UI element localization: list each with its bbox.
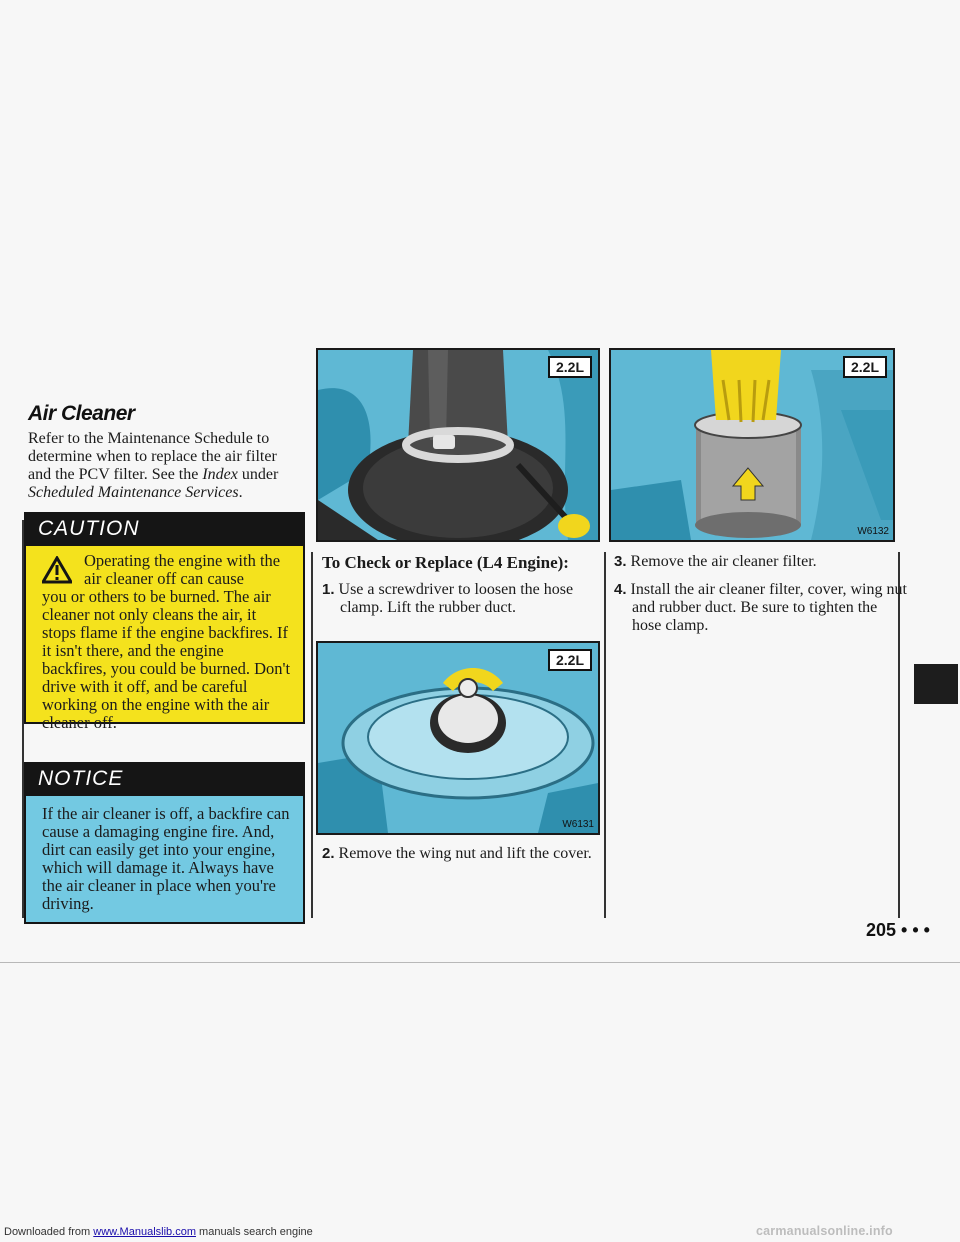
procedure-heading: To Check or Replace (L4 Engine): <box>322 553 569 572</box>
notice-header: NOTICE <box>24 762 305 796</box>
watermark-text: carmanualsonline.info <box>756 1224 893 1238</box>
notice-box <box>24 762 305 924</box>
wing-nut-illustration <box>316 641 600 835</box>
hose-clamp-illustration <box>316 348 600 542</box>
section-tab-marker <box>914 664 958 704</box>
warning-triangle-icon <box>42 556 72 584</box>
step-2: 2. Remove the wing nut and lift the cover. <box>322 845 592 862</box>
caution-body <box>24 546 305 732</box>
notice-body: If the air cleaner is off, a backfire can cause a damaging engine fire. And, dirt can easily get into your engine, which will damage it. Always have the air cleaner in place when you're driving. <box>24 796 305 924</box>
engine-badge: 2.2L <box>548 356 592 378</box>
engine-badge: 2.2L <box>548 649 592 671</box>
column-divider-1 <box>311 552 313 918</box>
caution-box <box>24 512 305 732</box>
caution-text: Operating the engine with the air cleaner off can cause you or others to be burned. The air cleaner not only cleans the air, it stops flame if the engine backfires. If it isn't there, and the engine backfires, you could be burned. Don't drive with it off, and be careful working on the engine with the air cleaner off. <box>42 551 291 732</box>
manualslib-link[interactable]: www.Manualslib.com <box>93 1226 196 1238</box>
filter-removal-illustration <box>609 348 895 542</box>
engine-badge: 2.2L <box>843 356 887 378</box>
section-title: Air Cleaner <box>28 402 135 425</box>
step-3: 3. Remove the air cleaner filter. <box>614 553 817 570</box>
page-number: 205 • • • <box>866 920 930 940</box>
intro-paragraph: Refer to the Maintenance Schedule to determine when to replace the air filter and the PCV filter. See the Index under Scheduled Maintenance Services. <box>28 430 279 501</box>
download-footer: Downloaded from www.Manualslib.com manuals search engine <box>4 1226 313 1238</box>
step-4: 4. Install the air cleaner filter, cover, wing nut and rubber duct. Be sure to tighten the hose clamp. <box>614 581 907 634</box>
bottom-rule <box>0 962 960 963</box>
figure-code: W6131 <box>562 819 594 830</box>
step-1: 1. Use a screwdriver to loosen the hose clamp. Lift the rubber duct. <box>322 581 574 616</box>
figure-code: W6132 <box>857 526 889 537</box>
caution-header: CAUTION <box>24 512 305 546</box>
